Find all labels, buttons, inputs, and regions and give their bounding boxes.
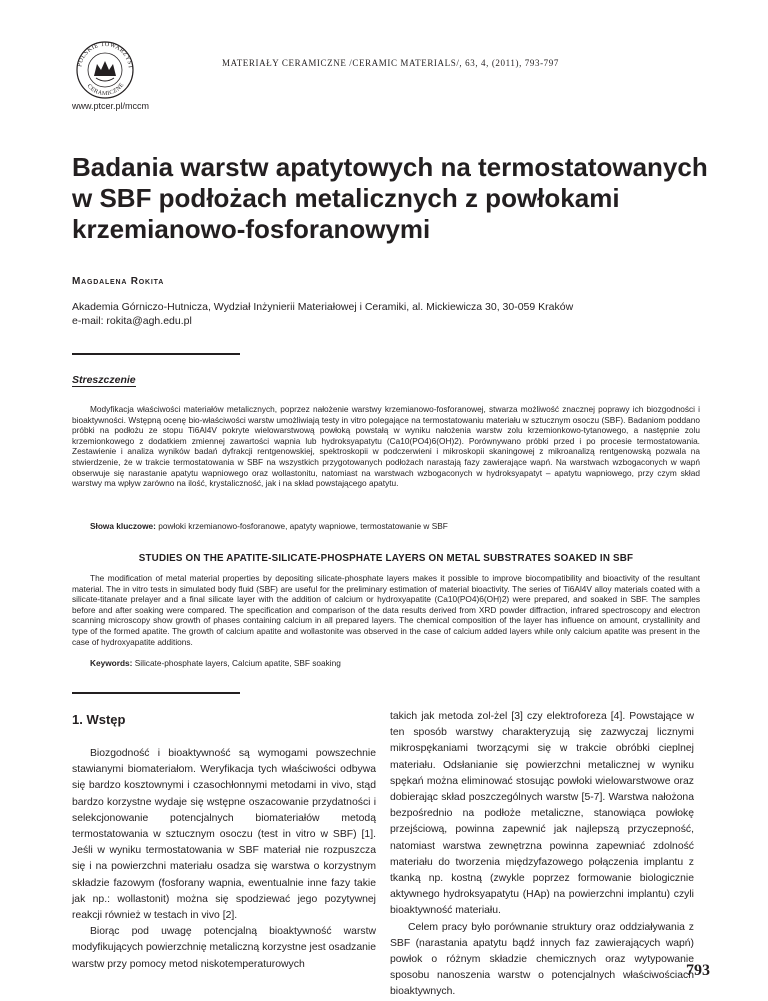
left-column xyxy=(72,746,376,973)
affiliation: Akademia Górniczo-Hutnicza, Wydział Inżynierii Materiałowej i Ceramiki, al. Mickiewicza 30, 30-059 Kraków xyxy=(72,301,574,313)
author-email[interactable]: e-mail: rokita@agh.edu.pl xyxy=(72,315,192,327)
society-logo xyxy=(50,40,160,102)
keywords-label-en: Keywords: xyxy=(90,658,133,668)
paragraph: Biorąc pod uwagę potencjalną bioaktywność warstw modyfikujących powierzchnię metaliczną korzystne jest osadzanie warstw przy pomocy metod niskotemperaturowych xyxy=(72,926,376,970)
keywords-polish xyxy=(72,521,700,532)
website-link[interactable]: www.ptcer.pl/mccm xyxy=(72,101,150,111)
abstract-heading: Streszczenie xyxy=(72,374,136,386)
paragraph: Biozgodność i bioaktywność są wymogami powszechnie stawianymi biomateriałom. Weryfikacja tych właściwości odbywa się bardzo kosztownymi i czasochłonnymi metodami in vivo, stąd bardzo korzystne wydaje się wstępne oszacowanie przydatności i selekcjonowanie potencjalnych biomateriałów metodą termostatowania w sztucznym osoczu (test in vitro w SBF) [1]. Jeśli w wyniku termostatowania w SBF materiał nie rozpuszcza się i na powierzchni materiału osadza się warstwa o korzystnym składzie fazowym (fosforany wapnia, ewentualnie inne fazy takie jak np.: wollastonit) można się spodziewać jego pozytywnej reakcji również w testach in vivo [2]. xyxy=(72,748,376,922)
abstract-polish: Modyfikacja właściwości materiałów metalicznych, poprzez nałożenie warstwy krzemianowo-fosforanowej, stwarza możliwość znacznej poprawy ich biozgodności i bioaktywności. Wstępną ocenę bio-właściwości warstw umożliwiają testy in vitro polegające na termostatowaniu materiału w sztucznym osoczu (SBF). Badaniom poddano próbki na podłożu ze stopu Ti6Al4V pokryte wielowarstwową powłoką powstałą w wyniku nałożenia warstw zolu krzemionkowo-tytanowego, a następnie zolu krzemionkowego z dodatkiem zmiennej zawartości wapnia lub hydroksyapatytu (Ca10(PO4)6(OH)2). Porównywano próbki przed i po procesie termostatowania. Zestawienie i analiza wyników badań dyfrakcji rentgenowskiej, spektroskopii w podczerwieni i mikroskopii skaningowej z mikroanalizą rentgenowską pozwala na stwierdzenie, że w trakcie termostatowania w SBF na wszystkich przygotowanych podłożach narastają fazy zawierające wapń. Na warstwach wzbogaconych w wapń obserwuje się narastanie apatytu wapniowego oraz wollastonitu, natomiast na warstwach wzbogaconych w hydroksyapatyt – apatytu wapniowego, przy czym skład warstwy ma wpływ zarówno na ilość, krystaliczność, jak i na skład powstającego apatytu. xyxy=(72,404,700,489)
paragraph: takich jak metoda zol-żel [3] czy elektroforeza [4]. Powstające w ten sposób warstwy charakteryzują się zazwyczaj licznymi mikrospękaniami tworzącymi się w trakcie obróbki cieplnej materiału. Odsłanianie się powierzchni metalicznej w wyniku spękań można eliminować stosując powłoki wielowarstwowe oraz dobierając skład poszczególnych warstw [5-7]. Warstwa nałożona bezpośrednio na podłoże metaliczne, stanowiąca powłokę przejściową, powinna zapewnić jak najlepszą przyczepność, natomiast warstwa zewnętrzna powinna zapewniać zdolność materiału do tworzenia międzyfazowego połączenia implantu z tkanką np. kostną (zwykle poprzez formowanie biologicznie aktywnego hydroksyapatytu (HAp) na powierzchni implantu) czyli bioaktywność materiału. xyxy=(390,711,694,917)
svg-text:POLSKIE TOWARZYSTWO: POLSKIE TOWARZYST xyxy=(76,40,135,70)
author-name: Magdalena Rokita xyxy=(72,276,165,287)
journal-header: MATERIAŁY CERAMICZNE /CERAMIC MATERIALS/, 63, 4, (2011), 793-797 xyxy=(222,58,559,68)
keywords-label: Słowa kluczowe: xyxy=(90,521,156,531)
right-column xyxy=(390,709,694,1001)
svg-text:CERAMICZNE: CERAMICZNE xyxy=(85,82,126,98)
english-title: STUDIES ON THE APATITE-SILICATE-PHOSPHATE LAYERS ON METAL SUBSTRATES SOAKED IN SBF xyxy=(138,553,634,564)
keywords-english xyxy=(72,658,700,669)
page-number: 793 xyxy=(686,962,710,979)
affiliation-block xyxy=(72,300,573,328)
keywords-text-en: Silicate-phosphate layers, Calcium apatite, SBF soaking xyxy=(134,658,341,668)
section-heading: 1. Wstęp xyxy=(72,712,126,727)
divider-bottom xyxy=(72,692,240,694)
abstract-english: The modification of metal material properties by depositing silicate-phosphate layers makes it possible to improve biocompatibility and bioactivity of the resultant material. The in vitro tests in simulated body fluid (SBF) are useful for the preliminary estimation of material bioactivity. The series of Ti6Al4V alloy materials coated with a silicate-titanate prelayer and a final silicate layer with the addition of calcium or hydroxyapatite (Ca10(PO4)6(OH)2) were prepared, and soaked in SBF. The samples before and after soaking were compared. The specification and comparison of the data results derived from XRD powder diffraction, infrared spectroscopy and electron scanning microscopy show growth of phases containing calcium in all prepared layers. The chemical composition of the layer has influence on amount, crystallinity and type of the formed apatite. The growth of calcium apatite and wollastonite was observed in the case of calcium added layers while only calcium apatite was present in the case of hydroxyapatite additions. xyxy=(72,573,700,647)
paragraph: Celem pracy było porównanie struktury oraz oddziaływania z SBF (narastania apatytu bądź innych faz zawierających wapń) powłok o różnym składzie chemicznych oraz wytypowanie sposobu nanoszenia warstw o potencjalnych właściwościach bioaktywnych. xyxy=(390,921,694,998)
keywords-text: powłoki krzemianowo-fosforanowe, apatyty wapniowe, termostatowanie w SBF xyxy=(158,521,448,531)
paper-title: Badania warstw apatytowych na termostatowanych w SBF podłożach metalicznych z powłokami krzemianowo-fosforanowymi xyxy=(72,152,708,244)
divider-top xyxy=(72,353,240,355)
